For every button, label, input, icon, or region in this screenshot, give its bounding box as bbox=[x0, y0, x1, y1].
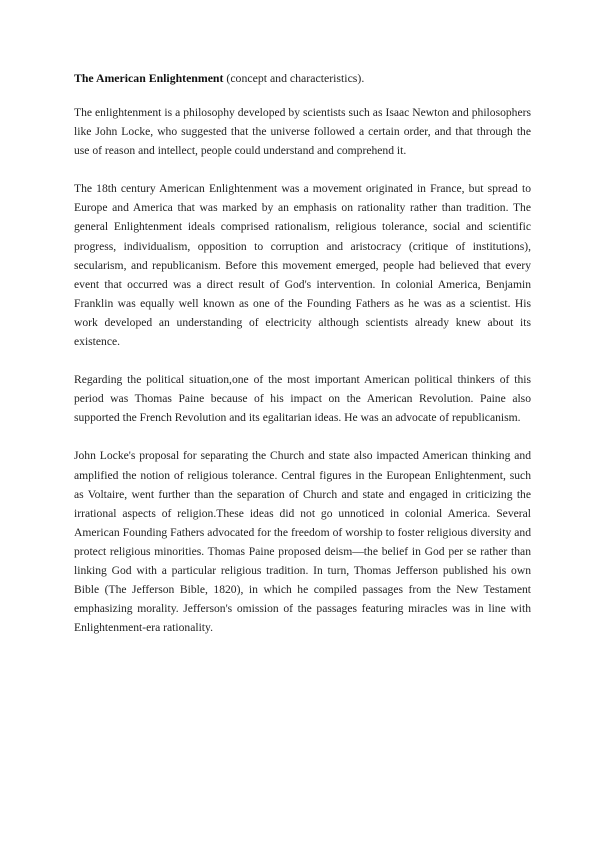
paragraph-political-situation: Regarding the political situation,one of the most important American political thinkers of this period was Thomas Paine because of his impact on the American Revolution. Paine also supported the French Revolution and its egalitarian ideas. He was an advocate of republicanism. bbox=[74, 373, 531, 425]
paragraph-church-and-state: John Locke's proposal for separating the Church and state also impacted American thinking and amplified the notion of religious tolerance. Central figures in the European Enlightenment, such as Voltaire, went further than the separation of Church and state and engaged in criticizing the irrational aspects of religion.These ideas did not go unnoticed in colonial America. Several American Founding Fathers advocated for the freedom of worship to foster religious diversity and protect religious minorities. Thomas Paine proposed deism—the belief in God per se rather than linking God with a particular religious tradition. In turn, Thomas Jefferson published his own Bible (The Jefferson Bible, 1820), in which he compiled passages from the New Testament emphasizing morality. Jefferson's omission of the passages featuring miracles was in line with Enlightenment-era rationality. bbox=[74, 449, 531, 635]
heading-title: The American Enlightenment bbox=[74, 71, 224, 85]
paragraph-definition: The enlightenment is a philosophy developed by scientists such as Isaac Newton and philosophers like John Locke, who suggested that the universe followed a certain order, and that through the use of reason and intellect, people could understand and comprehend it. bbox=[74, 106, 531, 158]
heading-subtitle: (concept and characteristics). bbox=[223, 71, 365, 85]
document-page bbox=[74, 69, 531, 656]
document-heading bbox=[74, 69, 531, 88]
paragraph-18th-century: The 18th century American Enlightenment was a movement originated in France, but spread to Europe and America that was marked by an emphasis on rationality rather than tradition. The general Enlightenment ideals comprised rationalism, religious tolerance, social and scientific progress, individualism, opposition to corruption and aristocracy (critique of institutions), secularism, and republicanism. Before this movement emerged, people had believed that every event that occurred was a direct result of God's intervention. In colonial America, Benjamin Franklin was equally well known as one of the Founding Fathers as he was as a scientist. His work developed an understanding of electricity although scientists already knew about its existence. bbox=[74, 182, 531, 349]
